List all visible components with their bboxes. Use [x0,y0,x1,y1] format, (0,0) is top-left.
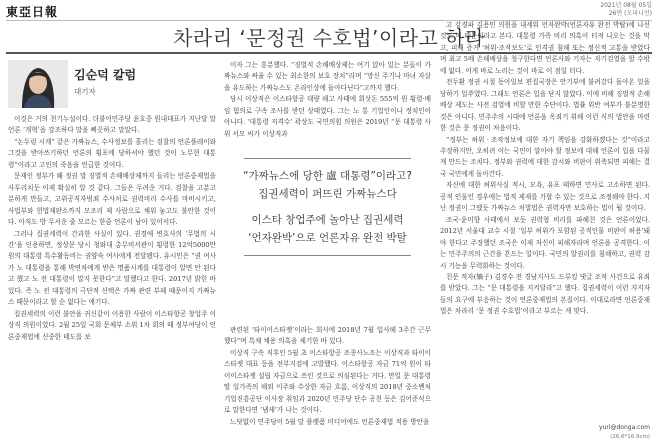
paragraph: 느닷없이 민주당이 5월 말 플랫폼 미디어에도 언론중재법 적용 방안을 [230,417,430,426]
paragraph: 이자 그는 흥분했다. “징벌적 손해배상제는 여기 앉아 있는 분들이 가짜뉴스와 싸울 수 있는 최소한의 보호 장치”라며 “망신 주기나 마녀 자살을 유도하는 가짜뉴스도 온라인상에 돌아다닌다”고까지 했다. [224,61,431,92]
paragraph: 관련된 ‘타이이스타젯’이라는 회사에 2018년 7월 입사해 3주간 근무했다”며 특채 채용 의혹을 제기한 바 있다. [224,326,431,346]
columnist-role: 대기자 [74,87,96,96]
column-2-bottom [224,325,431,437]
paragraph: 자신에 대한 허위사실 적시, 모욕, 유포 태하면 민사로 고소하면 된다. 공적 인물인 경우에는 법적 제재를 가할 수 있는 것으로 조정해야 한다. 지난 정권이 그랬듯 가짜뉴스 처벌법은 권력자만 보호하는 법이 될 것이다. [440,181,650,213]
paragraph: 조국·윤미향 사태에서 보듯 권력형 비리를 파헤친 것은 언론이었다. 2012년 서울대 교수 시절 ‘일부 허위가 포함된 공적인물 비판이 허용’돼야 한다고 주장했던 조국은 이제 자신이 피해자라며 언론을 공격한다. 이는 민주주의의 근간을 흔드는 일이다. 국민의 알권리를 침해하고, 권력 감시 기능을 무력화하는 것이다. [440,215,650,270]
paragraph: 문재인 정부가 왜 정권 말 징벌적 손해배상제까지 들리는 언론중재법을 사투리치듯 이제 확실히 알 것 같다. 그들은 두려운 거다. 검찰을 고분고분하게 만들고, 고위공직자범죄 수사처로 권력비리 수사를 마비시키고, 사법부와 헌법재판소까지 모조리 제 사람으로 채워 놓고도 불안한 것이다. 아직도 방 무서운 줄 모르는 한줌 언론이 남아 있어서다. [8,172,216,227]
columnist-photo [8,60,68,108]
pull-quote-line: 집권세력이 퍼뜨린 가짜뉴스다 [258,188,397,200]
column-1 [8,114,216,440]
paragraph: 그러나 집권세력이 간과한 사실이 있다. 권경애 변호사의 ‘무법의 시간’을 인용하면, 정상문 당시 청와대 총무비서관이 횡령한 12억5000만 원의 대통령 특수활동비는 권양숙 여사에게 전달됐다. 유시민은 “권 여사가 노 대통령을 통해 박연차에게 받은 명품시계를 대통령이 알면 안 된다고 했고 노 전 대통령이 말지 못한다”고 말했다고 한다. 2017년 밝힌 바 있다. 즉 노 전 대통령의 극단적 선택은 가짜 관련 부패 때문이지 가짜뉴스 때문이라고 할 순 없다는 얘기다. [8,229,216,307]
columnist-name: 김순덕 칼럼 [74,68,137,82]
article-size-note: (26.6*16.9cm) [610,434,650,440]
issue-meta [600,2,652,18]
pull-quote [224,158,431,256]
paragraph: 집권세력의 이런 불안을 귀신같이 이용한 사람이 이스타항공 창업주 이상직 의원이었다. 2월 25일 국회 문체부 소위 1차 회의 때 정부여당이 언론중재법에 신중한 태도를 보 [8,309,216,341]
paragraph: 당시 이상직은 이스타항공 대량 해고 사태에 회삿돈 555억 원 횡령·배임 혐의로 구속 조사를 받던 상태였다. 그는 노 통 기업인이나 정치인이 아니다. ‘대통령 저격수’ 곽상도 국민의힘 의원은 2019년 “문 대통령 사위 서모 씨가 이상직과 [224,95,431,138]
pull-quote-line: 이스타 창업주에 놀아난 집권세력 [251,214,404,226]
paragraph: 이상직 구속 직후인 5월 초 이스타항공 조종사노조는 이상직과 타이이스타젯 대표 등을 전부지검에 고발했다. 이스타항공 자금 71억 원이 타이이스타젯 설립 자금으로 쓰인 것으로 의심된다는 거다. 만일 문 대통령 딸 일가족의 해외 이주와 수상한 자금 흐름, 이상직의 2018년 중소벤처기업진흥공단 이사장 취임과 2020년 민주당 단수 공천 등은 김어준식으로 말한다면 ‘냄새’가 나는 것이다. [224,348,431,415]
column-2-top [224,60,431,150]
paragraph: “정부는 허위‧조작정보에 대한 자기 책임을 강화하겠다는 것”이라고 주장하지만, 오히려 이는 국민이 알아야 할 정보에 대해 언론이 입을 다물게 만드는 조치다. 정부와 권력에 대한 감시와 비판이 위축되면 피해는 결국 국민에게 돌아간다. [440,135,650,178]
column-3 [440,20,650,428]
newspaper-masthead: 東亞日報 [6,5,59,19]
author-email: yuri@donga.com [599,424,650,431]
pull-quote-rule-bottom [244,255,411,256]
paragraph: 고 강경파 김용민 의원을 내세워 언자완박(언론자유 완전 박탈)에 나선 것도 이 때문이라고 본다. 대통령 가족 비리 의혹이 터져 나오는 것을 막고, 피해 증거 ‘허위·조작보도’로 인격권 침해 또는 정신적 고통을 받았다며 최고 5배 손해배상을 청구한다면 언론사와 기자는 자기검열을 할 수밖에 없다. 이게 바로 노리는 것이 바로 이 점일 터다. [440,21,650,75]
headline: 차라리 ‘문정권 수호법’이라고 하라 [173,26,485,50]
paragraph: 전두환 정권 시절 동아일보 편집국장은 안기부에 불려갔다 돌아온 일을 당하기 일쑤였다. 그래도 언론은 입을 닫지 않았다. 이에 비해 징벌적 손해배상 제도는 사전 검열에 비할 만한 수단이다. 법률 위반 여부가 불분명한 것은 아니다. 민주주의 시대에 언론을 옥죄기 위해 이런 식의 법안을 마련한 것은 문 정권이 처음이다. [440,78,650,133]
byline [74,66,136,97]
pull-quote-line: “가짜뉴스에 당한 盧 대통령”이라고? [243,170,412,182]
paragraph: “논두렁 시계” 같은 가짜뉴스, 수사정보를 흘리는 검찰의 언론플레이와 그것을 받아쓰기하던 언론의 횡포에 당하셔야 했던 것이 노무현 대통령”이라고 고인의 죽음을 언급한 것이다. [8,137,216,169]
paragraph: 친문 적자(嫡子) 김경수 전 경남지사도 드루킹 댓글 조작 사건으로 유죄를 받았다. 그는 “문 대통령을 지켜달라”고 했다. 집권세력이 이런 지지자들의 요구에 부응하는 것이 언론중재법의 본질이다. 이대로라면 언론중재법은 차라리 ‘문 정권 수호법’이라고 부르는 게 맞다. [440,272,650,316]
paragraph: 이것은 거의 천기누설이다. 더불어민주당 윤호중 원내대표가 지난달 말 언론 ‘개혁’을 강조하다 말을 삐끗하고 말았다. [8,115,216,135]
issue-date: 2021년 08월 05일 [600,2,652,9]
pull-quote-line: ‘언자완박’으로 언론자유 완전 박탈 [248,232,407,244]
issue-section: 26면 (오피니언) [608,10,652,17]
